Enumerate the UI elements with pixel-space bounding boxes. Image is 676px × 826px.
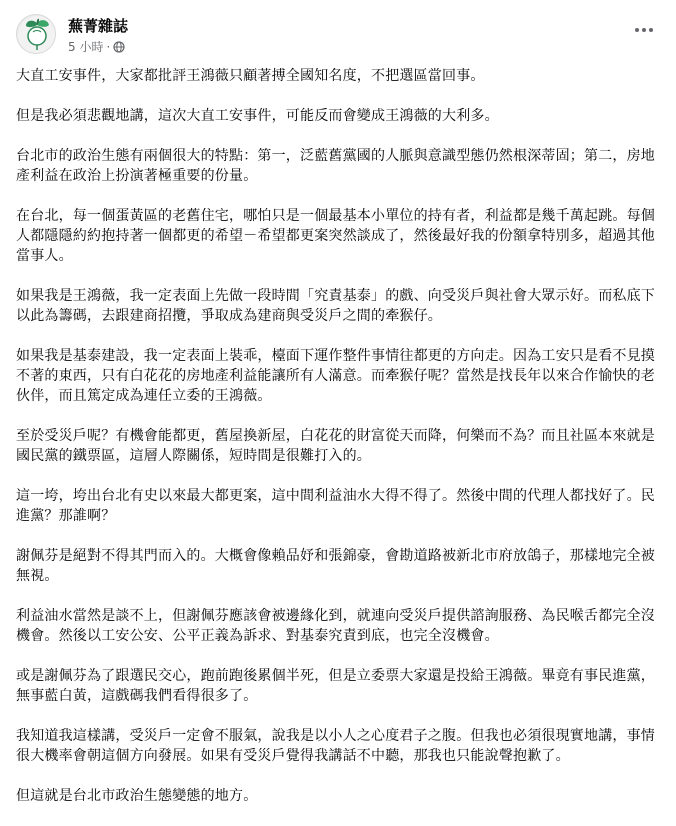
post-paragraph: 我知道我這樣講，受災戶一定會不服氣，說我是以小人之心度君子之腹。但我也必須很現實地講，事情很大機率會朝這個方向發展。如果有受災戶覺得我講話不中聽，那我也只能說聲抱歉了。	[16, 728, 655, 764]
post-paragraph: 或是謝佩芬為了跟選民交心，跑前跑後累個半死，但是立委票大家還是投給王鴻薇。畢竟有事民進黨，無事藍白黃，這戲碼我們看得很多了。	[16, 668, 655, 704]
post-paragraph: 台北市的政治生態有兩個很大的特點：第一，泛藍舊黨國的人脈與意識型態仍然根深蒂固；第二，房地產利益在政治上扮演著極重要的份量。	[16, 148, 655, 184]
post-paragraph: 這一垮，垮出台北有史以來最大都更案，這中間利益油水大得不得了。然後中間的代理人都找好了。民進黨？那誰啊？	[16, 488, 655, 524]
post-timestamp[interactable]: 5 小時	[68, 40, 104, 54]
post-paragraph: 在台北，每一個蛋黃區的老舊住宅，哪怕只是一個最基本小單位的持有者，利益都是幾千萬起跳。每個人都隱隱約約抱持著一個都更的希望－希望都更案突然談成了，然後最好我的份額拿特別多，超過其他當事人。	[16, 208, 655, 264]
post-paragraph: 謝佩芬是絕對不得其門而入的。大概會像賴品妤和張錦豪，會勘道路被新北市府放鴿子，那樣地完全被無視。	[16, 548, 655, 584]
globe-icon[interactable]	[113, 41, 125, 53]
more-options-button[interactable]	[628, 18, 660, 42]
post-paragraph: 如果我是基泰建設，我一定表面上裝乖，檯面下運作整件事情往都更的方向走。因為工安只是看不見摸不著的東西，只有白花花的房地產利益能讓所有人滿意。而牽猴仔呢？當然是找長年以來合作愉快的老伙伴，而且篤定成為連任立委的王鴻薇。	[16, 348, 655, 404]
meta-separator: ·	[106, 39, 111, 54]
post-meta	[68, 38, 125, 55]
post-paragraph: 大直工安事件，大家都批評王鴻薇只顧著搏全國知名度，不把選區當回事。	[16, 68, 485, 84]
post-paragraph: 利益油水當然是談不上，但謝佩芬應該會被邊緣化到，就連向受災戶提供諮詢服務、為民喉舌都完全沒機會。然後以工安公安、公平正義為訴求、對基泰究責到底，也完全沒機會。	[16, 608, 655, 644]
more-horizontal-icon	[635, 28, 639, 32]
post-paragraph: 至於受災戶呢？有機會能都更，舊屋換新屋，白花花的財富從天而降，何樂而不為？而且社區本來就是國民黨的鐵票區，這層人際關係，短時間是很難打入的。	[16, 428, 655, 464]
post-paragraph: 但是我必須悲觀地講，這次大直工安事件，可能反而會變成王鴻薇的大利多。	[16, 108, 499, 124]
post-body	[16, 66, 662, 826]
post-paragraph: 但這就是台北市政治生態變態的地方。	[16, 788, 258, 804]
page-name[interactable]: 蕪菁雜誌	[68, 17, 129, 35]
page-avatar[interactable]	[16, 14, 56, 54]
post-header	[16, 12, 660, 58]
turnip-logo-icon	[17, 15, 56, 54]
post-paragraph: 如果我是王鴻薇，我一定表面上先做一段時間「究責基泰」的戲、向受災戶與社會大眾示好。而私底下以此為籌碼，去跟建商招攬，爭取成為建商與受災戶之間的牽猴仔。	[16, 288, 655, 324]
